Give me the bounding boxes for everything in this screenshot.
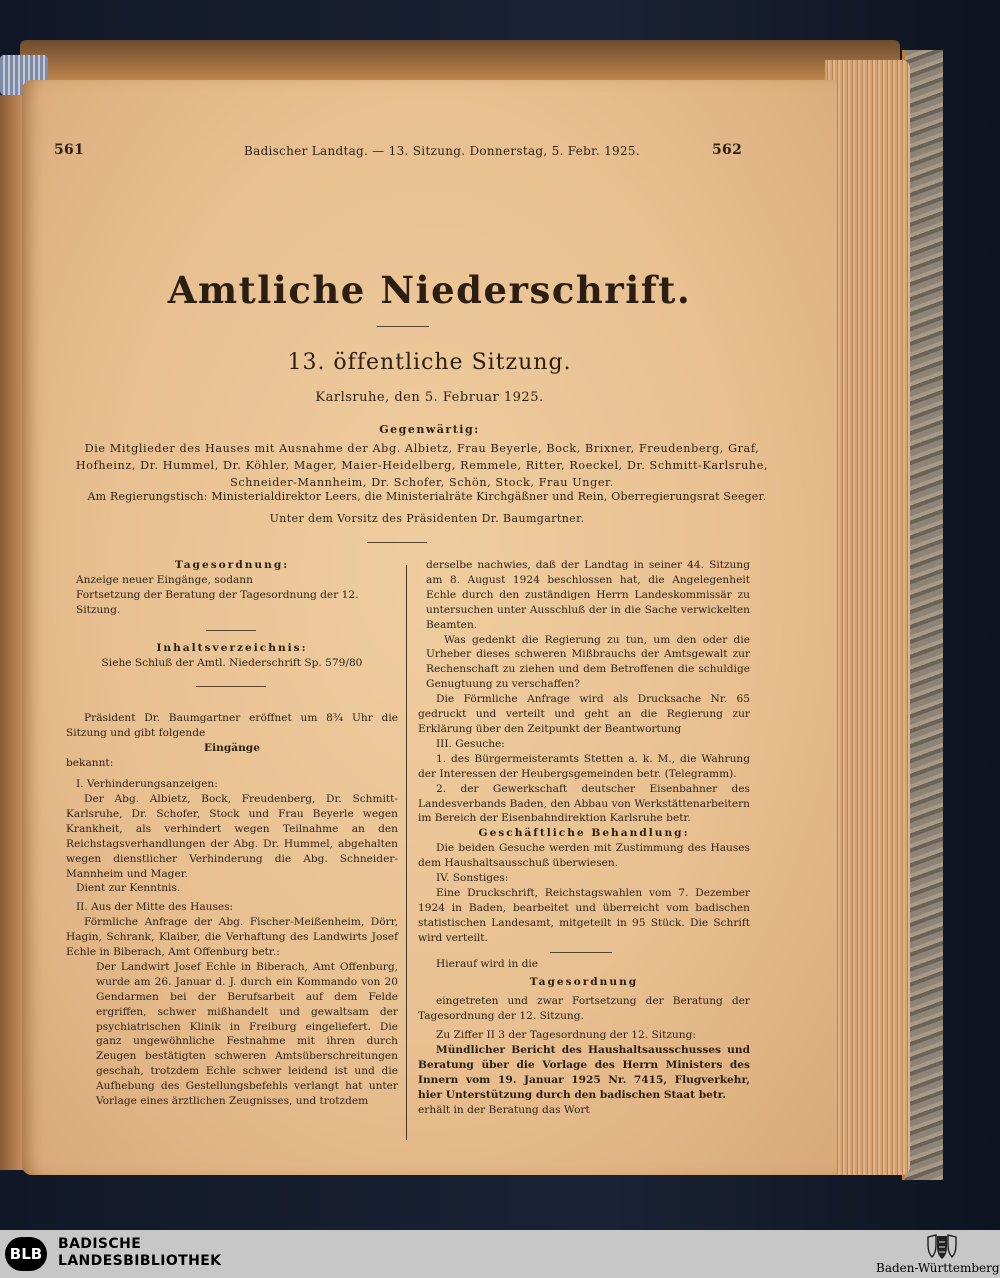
petition-2: 2. der Gewerkschaft deutscher Eisenbahner des Landesverbands Baden, den Abbau von Werkstättenarbeitern im Bereich der Eisenbahndirektion Karlsruhe betr. [418,782,750,825]
agenda-item-1: Anzeige neuer Eingänge, sodann [76,573,253,586]
library-name[interactable] [58,1236,221,1270]
inquiry-intro: Förmliche Anfrage der Abg. Fischer-Meißenheim, Dörr, Hagin, Schrank, Klaiber, die Verhaftung des Landwirts Josef Echle in Biberach, Amt Offenburg betr.: [66,916,398,959]
document-page [22,80,837,1175]
section-3-heading: III. Gesuche: [436,737,505,750]
blb-logo[interactable]: BLB [5,1237,47,1271]
agenda-rule-right [550,952,612,953]
contents-heading: Inhaltsverzeichnis: [156,641,308,654]
agenda-rule [206,630,256,631]
inquiry-question: Was gedenkt die Regierung zu tun, um den oder die Urheber dieses schweren Mißbrauchs der Amtsgewalt zur Rechenschaft zu ziehen und dem Betroffenen die schuldige Genugtuung zu verschaffen? [426,633,750,691]
page-number-right: 562 [712,142,743,158]
title-rule [377,326,429,327]
other-text: Eine Druckschrift, Reichstagswahlen vom 7. Dezember 1924 in Baden, bearbeitet und überreicht vom badischen statistischen Landesamt, mitgeteilt in 95 Stück. Die Schrift wird verteilt. [418,886,750,944]
right-column [418,558,750,1118]
agenda-item-ref: Zu Ziffer II 3 der Tagesordnung der 12. Sitzung: [436,1029,696,1042]
section-2-heading: II. Aus der Mitte des Hauses: [76,901,234,914]
business-heading: Geschäftliche Behandlung: [478,827,690,840]
coat-of-arms-icon [922,1233,962,1261]
page-edges [825,60,910,1175]
left-column [66,558,398,1109]
chair-line: Unter dem Vorsitz des Präsidenten Dr. Baumgartner. [269,512,585,525]
inquiry-status: Die Förmliche Anfrage wird als Drucksache Nr. 65 gedruckt und verteilt und geht an die Regierung zur Erklärung über den Zeitpunkt der Beantwortung [418,693,750,735]
known-text: bekannt: [66,757,114,770]
business-text: Die beiden Gesuche werden mit Zustimmung des Hauses dem Haushaltsausschuß überwiesen. [418,842,750,870]
session-title: 13. öffentliche Sitzung. [287,350,572,375]
inquiry-text: Der Landwirt Josef Echle in Biberach, Amt Offenburg, wurde am 26. Januar d. J. durch ein Kommando von 20 Gendarmen bei der Berufsarbeit auf dem Felde ergriffen, schwer mißhandelt und gewaltsam der psychiatrischen Klinik in Freiburg eingeliefert. Die ganz ungewöhnliche Festnahme mit ihren durch Zeugen bestätigten schweren Amtsüberschreitungen geschah, trotzdem Echle schwer leidend ist und die Aufhebung des Gestellungsbefehls verlangt hat unter Vorlage eines ärztlichen Zeugnisses, und trotzdem [96,960,398,1108]
attendance-members: Die Mitglieder des Hauses mit Ausnahme der Abg. Albietz, Frau Beyerle, Bock, Brixner, Freudenberg, Graf, Hofheinz, Dr. Hummel, Dr. Köhler, Mager, Maier-Heidelberg, Remmele, Ritter, Roeckel, Dr. Schmitt-Karlsruhe, Schneider-Mannheim, Dr. Schofer, Schön, Stock, Frau Unger. [75,442,769,489]
incoming-heading: Eingänge [204,742,260,755]
agenda-item-2: Fortsetzung der Beratung der Tagesordnung der 12. Sitzung. [76,588,359,616]
petition-1: 1. des Bürgermeisteramts Stetten a. k. M., die Wahrung der Interessen der Heubergsgemeinden betr. (Telegramm). [418,752,750,780]
inquiry-continued: derselbe nachwies, daß der Landtag in seiner 44. Sitzung am 8. August 1924 beschlossen hat, die Angelegenheit Echle durch den zuständigen Herrn Landeskommissär zu untersuchen unter Ausschluß der in die Sache verwickelten Beamten. [426,559,750,631]
noted-text: Dient zur Kenntnis. [76,882,181,895]
section-rule [367,542,427,543]
column-divider [406,565,407,1140]
opening-text: Präsident Dr. Baumgartner eröffnet um 8¾ Uhr die Sitzung und gibt folgende [66,712,398,740]
report-title: Mündlicher Bericht des Haushaltsausschusses und Beratung über die Vorlage des Herrn Ministers des Innern vom 19. Januar 1925 Nr. 7415, Flugverkehr, hier Unterstützung durch den badischen Staat betr. [418,1044,750,1101]
contents-text: Siehe Schluß der Amtl. Niederschrift Sp. 579/80 [101,656,363,669]
library-name-line-1: BADISCHE [58,1236,142,1252]
place-date: Karlsruhe, den 5. Februar 1925. [315,390,544,405]
speaker-text: erhält in der Beratung das Wort [418,1103,590,1116]
region-name: Baden-Württemberg [876,1261,1000,1275]
transition-text: Hierauf wird in die [436,957,539,970]
library-name-line-2: LANDESBIBLIOTHEK [58,1253,222,1269]
contents-rule [196,686,266,687]
running-title: Badischer Landtag. — 13. Sitzung. Donnerstag, 5. Febr. 1925. [244,144,640,158]
attendance-heading: Gegenwärtig: [379,423,480,436]
section-4-heading: IV. Sonstiges: [436,872,509,885]
page-number-left: 561 [54,142,85,158]
agenda-heading-right: Tagesordnung [529,976,639,989]
main-title: Amtliche Niederschrift. [167,268,692,312]
absences-text: Der Abg. Albietz, Bock, Freudenberg, Dr. Schmitt-Karlsruhe, Dr. Schofer, Stock und Frau Beyerle wegen Krankheit, als verhindert wegen Teilnahme an den Reichstagsverhandlungen der Abg. Dr. Hummel, abgehalten wegen dienstlicher Verhinderung die Abg. Schneider-Mannheim und Mager. [66,792,398,880]
section-1-heading: I. Verhinderungsanzeigen: [76,778,218,791]
agenda-heading: Tagesordnung: [174,559,290,571]
government-bench: Am Regierungstisch: Ministerialdirektor Leers, die Ministerialräte Kirchgäßner und Rein, Oberregierungsrat Seeger. [87,490,767,503]
agenda-entry: eingetreten und zwar Fortsetzung der Beratung der Tagesordnung der 12. Sitzung. [418,995,750,1023]
footer-bar [0,1230,1000,1278]
